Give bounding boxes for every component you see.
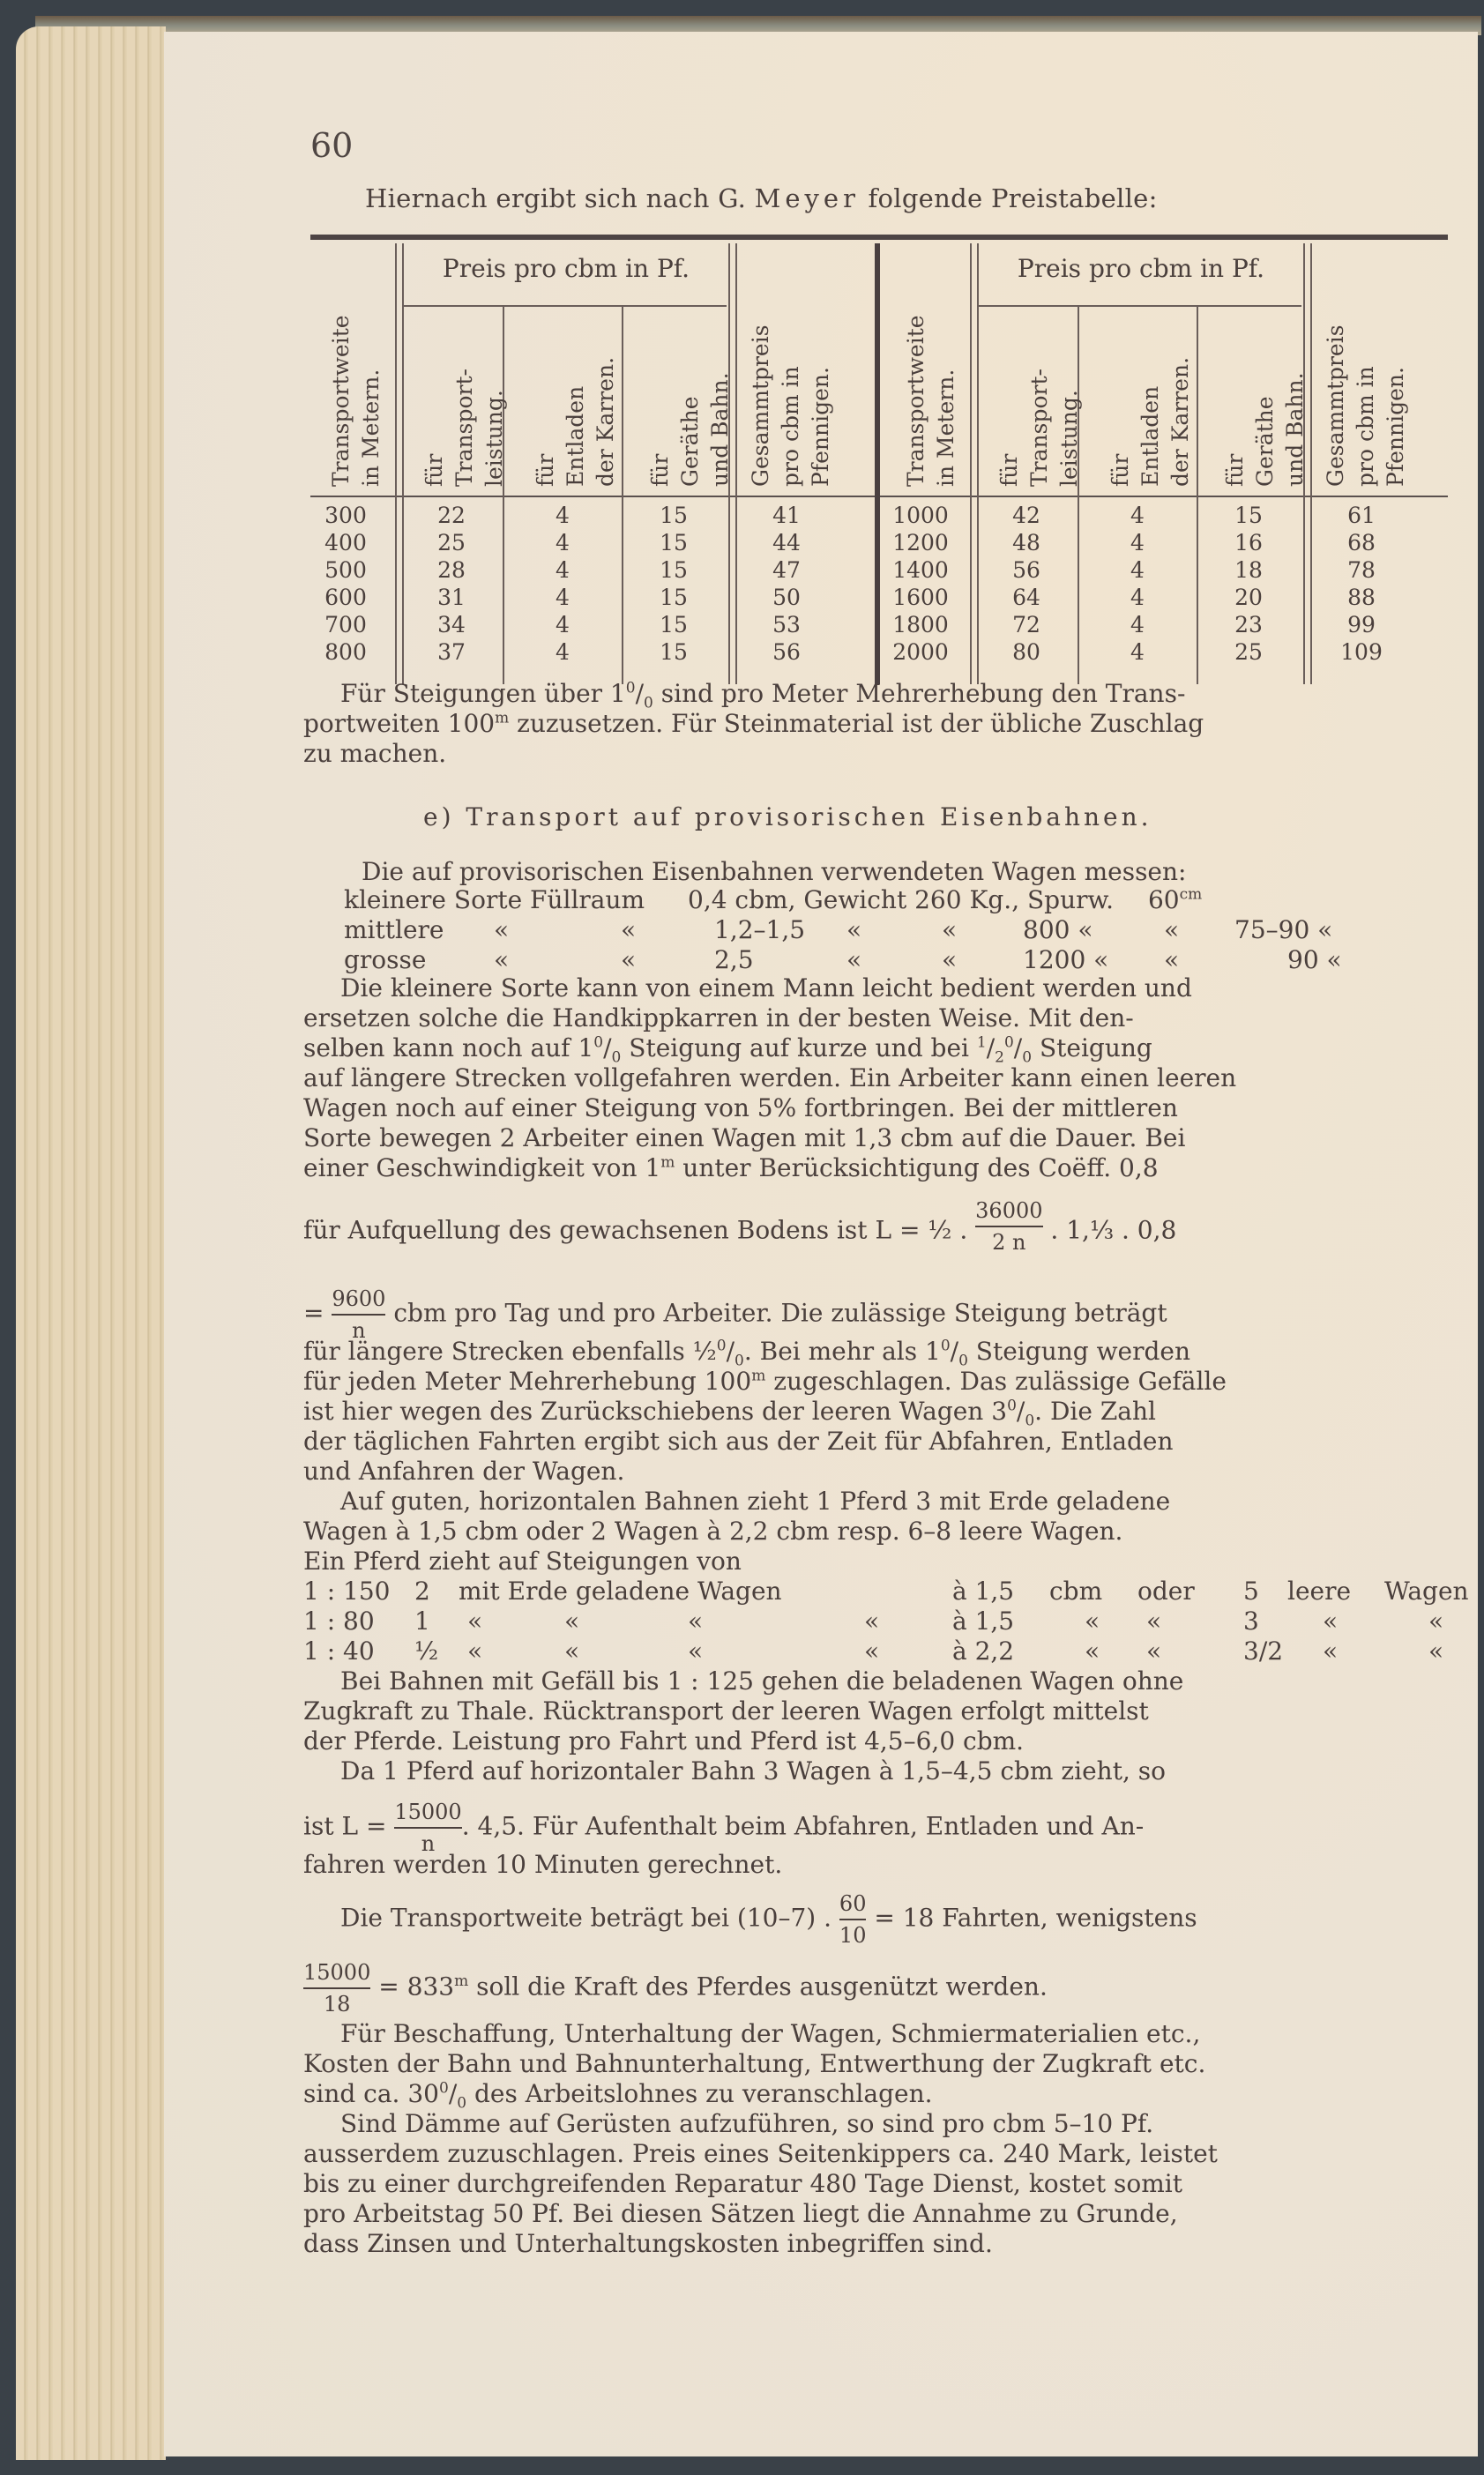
wagon-row-small <box>344 885 1202 915</box>
cell-total: 56 <box>772 639 801 665</box>
cell-unload: 4 <box>556 530 570 555</box>
cell-transport: 64 <box>1012 585 1040 610</box>
para2-line: und Anfahren der Wagen. <box>303 1457 625 1486</box>
para1-line: Wagen noch auf einer Steigung von 5% fortbringen. Bei der mittleren <box>303 1093 1178 1122</box>
cell-equipment: 15 <box>660 503 688 528</box>
note-text: sind pro Meter Mehrerhebung den Trans- <box>653 679 1186 708</box>
cell-equipment: 15 <box>660 585 688 610</box>
denominator: 2 n <box>992 1230 1026 1255</box>
note-line-1: Für Steigungen über $1^0/_0$ sind pro Meter Mehrerhebung den Trans- <box>340 679 1186 712</box>
text: ist L = <box>303 1811 395 1841</box>
numerator: 15000 <box>394 1800 462 1824</box>
para3-line: Ein Pferd zieht auf Steigungen von <box>303 1547 742 1576</box>
wagons-lead: Die auf provisorischen Eisenbahnen verwendeten Wagen messen: <box>362 857 1187 886</box>
cell-total: 44 <box>772 530 801 555</box>
wagon-cell: mittlere <box>344 915 444 944</box>
fraction-bar <box>332 1314 385 1316</box>
para8-line: dass Zinsen und Unterhaltungskosten inbegriffen sind. <box>303 2229 993 2258</box>
header-total: Gesammtpreis pro cbm in Pfennigen. <box>1323 324 1408 487</box>
wagon-cell: « <box>621 915 637 944</box>
cell-transport: 72 <box>1012 612 1040 637</box>
wagon-cell: « <box>942 945 958 974</box>
slope-cell: mit Erde geladene Wagen <box>459 1577 782 1606</box>
text: . Die Zahl <box>1034 1397 1156 1426</box>
para3-line: Wagen à 1,5 cbm oder 2 Wagen à 2,2 cbm resp. 6–8 leere Wagen. <box>303 1517 1123 1546</box>
header-equipment: für Geräthe und Bahn. <box>647 372 733 487</box>
percent-sup: 0 <box>625 679 636 697</box>
cell-distance: 2000 <box>892 639 949 665</box>
slope-cell: 1 : 80 <box>303 1607 375 1636</box>
column-divider <box>622 305 623 684</box>
text: für jeden Meter Mehrerhebung 100 <box>303 1367 752 1396</box>
text: = 833 <box>378 1972 455 2002</box>
cell-total: 41 <box>772 503 801 528</box>
para7-line: sind ca. $30^0/_0$ des Arbeitslohnes zu veranschlagen. <box>303 2079 933 2113</box>
fraction-9600-n <box>332 1286 385 1344</box>
text: . 1,⅓ . 0,8 <box>1050 1215 1177 1245</box>
para5-formula-line <box>303 1799 1144 1857</box>
cell-unload: 4 <box>556 557 570 583</box>
column-divider <box>735 243 737 684</box>
header-distance: Transportweite in Metern. <box>328 315 384 487</box>
wagon-gauge: 60 <box>1147 885 1180 914</box>
slope-cell: 3/2 <box>1243 1636 1284 1666</box>
text: . 4,5. Für Aufenthalt beim Abfahren, Entladen und An- <box>461 1811 1145 1841</box>
header-equipment: für Geräthe und Bahn. <box>1222 372 1308 487</box>
fraction-bar <box>394 1827 461 1829</box>
cell-unload: 4 <box>1130 503 1145 528</box>
cell-total: 88 <box>1347 585 1376 610</box>
wagon-cell: grosse <box>344 945 427 974</box>
note-line-3: zu machen. <box>303 739 447 768</box>
slope-cell: « <box>1085 1607 1100 1636</box>
cell-equipment: 18 <box>1234 557 1263 583</box>
text: für längere Strecken ebenfalls ½ <box>303 1337 717 1366</box>
slope-cell: « <box>688 1636 704 1666</box>
text: für Aufquellung des gewachsenen Bodens ist L = ½ . <box>303 1215 968 1245</box>
para6-formula-line-2 <box>303 1959 1048 2017</box>
para3-line: Auf guten, horizontalen Bahnen zieht 1 Pferd 3 mit Erde geladene <box>340 1487 1171 1516</box>
fraction-bar <box>975 1226 1042 1227</box>
wagon-type: kleinere Sorte Füllraum <box>344 885 645 914</box>
para5-line: fahren werden 10 Minuten gerechnet. <box>303 1850 783 1879</box>
slope-cell: « <box>1146 1636 1162 1666</box>
para7-line: Für Beschaffung, Unterhaltung der Wagen, Schmiermaterialien etc., <box>340 2019 1201 2048</box>
slope-cell: 1 : 150 <box>303 1577 391 1606</box>
slope-cell: 1 : 40 <box>303 1636 375 1666</box>
group-header-rule <box>979 305 1301 307</box>
para8-line: ausserdem zuzuschlagen. Preis eines Seitenkippers ca. 240 Mark, leistet <box>303 2139 1218 2168</box>
cell-distance: 1600 <box>892 585 949 610</box>
wagon-cell: « <box>494 945 510 974</box>
cell-unload: 4 <box>1130 530 1145 555</box>
text: = <box>303 1298 332 1328</box>
cell-distance: 500 <box>324 557 367 583</box>
cm-sup: cm <box>1179 885 1203 904</box>
text: ist hier wegen des Zurückschiebens der leeren Wagen 3 <box>303 1397 1008 1426</box>
cell-equipment: 15 <box>660 639 688 665</box>
cell-transport: 31 <box>437 585 466 610</box>
para2-line <box>303 1367 1227 1397</box>
group-header-rule <box>404 305 727 307</box>
text: einer Geschwindigkeit von 1 <box>303 1153 661 1182</box>
para2-line: für längere Strecken ebenfalls $\frac{1}{2}^0/_0$. Bei mehr als $1^0/_0$ Steigung werden <box>303 1337 1191 1370</box>
slope-cell: 2 <box>414 1577 430 1606</box>
note-line-2 <box>303 709 1204 739</box>
denominator: 10 <box>839 1923 867 1948</box>
para6-formula-line <box>340 1890 1197 1949</box>
cell-total: 68 <box>1347 530 1376 555</box>
slope-cell: « <box>467 1636 483 1666</box>
intro-line <box>365 183 1158 213</box>
para8-line: pro Arbeitstag 50 Pf. Bei diesen Sätzen liegt die Annahme zu Grunde, <box>303 2199 1178 2228</box>
slope-cell: leere <box>1287 1577 1352 1606</box>
para1-line: ersetzen solche die Handkippkarren in der besten Weise. Mit den- <box>303 1003 1134 1032</box>
cell-total: 78 <box>1347 557 1376 583</box>
slope-cell: « <box>864 1636 880 1666</box>
wagon-cell: « <box>1164 945 1180 974</box>
header-price-group: Preis pro cbm in Pf. <box>442 254 690 283</box>
header-transport: für Transport- leistung. <box>996 369 1082 487</box>
slope-cell: « <box>1146 1607 1162 1636</box>
wagon-cell: 2,5 <box>714 945 754 974</box>
note-text: Für Steigungen über 1 <box>340 679 626 708</box>
cell-equipment: 23 <box>1234 612 1263 637</box>
cell-transport: 80 <box>1012 639 1040 665</box>
cell-unload: 4 <box>1130 639 1145 665</box>
cell-equipment: 15 <box>660 612 688 637</box>
header-unload: für Entladen der Karren. <box>1107 356 1193 487</box>
column-divider <box>970 243 972 684</box>
slope-cell: oder <box>1137 1577 1195 1606</box>
cell-transport: 28 <box>437 557 466 583</box>
cell-equipment: 16 <box>1234 530 1263 555</box>
denominator: 18 <box>323 1992 351 2017</box>
fraction-36000-2n <box>975 1197 1042 1256</box>
para2-formula-line <box>303 1286 1167 1344</box>
numerator: 15000 <box>303 1960 371 1985</box>
para4-line: Zugkraft zu Thale. Rücktransport der leeren Wagen erfolgt mittelst <box>303 1696 1149 1726</box>
column-divider <box>395 243 397 684</box>
slope-cell: « <box>1085 1636 1100 1666</box>
cell-distance: 1000 <box>892 503 949 528</box>
header-price-group: Preis pro cbm in Pf. <box>1017 254 1265 283</box>
text: Die Transportweite beträgt bei (10–7) . <box>340 1903 832 1933</box>
wagon-cell: « <box>621 945 637 974</box>
table-top-rule <box>310 235 1448 240</box>
cell-transport: 48 <box>1012 530 1040 555</box>
wagon-cell: « <box>942 915 958 944</box>
denominator: n <box>352 1318 366 1343</box>
slope-cell: « <box>1323 1636 1339 1666</box>
cell-transport: 37 <box>437 639 466 665</box>
section-title: e) Transport auf provisorischen Eisenbahnen. <box>423 802 1152 831</box>
wagon-cell: 800 « <box>1023 915 1093 944</box>
numerator: 60 <box>839 1891 867 1916</box>
cell-transport: 56 <box>1012 557 1040 583</box>
cell-distance: 1200 <box>892 530 949 555</box>
fraction-15000-n <box>394 1799 461 1857</box>
text: cbm pro Tag und pro Arbeiter. Die zulässige Steigung beträgt <box>385 1298 1167 1328</box>
text: zugeschlagen. Das zulässige Gefälle <box>765 1367 1227 1396</box>
slope-cell: cbm <box>1049 1577 1103 1606</box>
fraction-15000-18 <box>303 1959 370 2017</box>
wagon-cell: « <box>846 915 862 944</box>
text: des Arbeitslohnes zu veranschlagen. <box>466 2079 933 2108</box>
cell-unload: 4 <box>556 503 570 528</box>
meter-sup: m <box>495 709 510 727</box>
wagon-cell: 75–90 « <box>1234 915 1333 944</box>
page-number: 60 <box>310 126 354 165</box>
cell-total: 47 <box>772 557 801 583</box>
text: = 18 Fahrten, wenigstens <box>874 1903 1197 1933</box>
para2-line: der täglichen Fahrten ergibt sich aus der Zeit für Abfahren, Entladen <box>303 1427 1174 1456</box>
para4-line: Bei Bahnen mit Gefäll bis 1 : 125 gehen die beladenen Wagen ohne <box>340 1666 1184 1696</box>
cell-distance: 1400 <box>892 557 949 583</box>
cell-total: 61 <box>1347 503 1376 528</box>
slope-cell: 5 <box>1243 1577 1259 1606</box>
slope-cell: ½ <box>414 1636 439 1666</box>
wagon-cell: « <box>1164 915 1180 944</box>
column-divider <box>977 243 979 684</box>
text: sind ca. 30 <box>303 2079 439 2108</box>
text: Steigung <box>1032 1033 1152 1062</box>
para8-line: Sind Dämme auf Gerüsten aufzuführen, so sind pro cbm 5–10 Pf. <box>340 2109 1154 2138</box>
cell-distance: 300 <box>324 503 367 528</box>
header-transport: für Transport- leistung. <box>421 369 507 487</box>
column-divider <box>1310 243 1312 684</box>
slope-cell: « <box>564 1607 580 1636</box>
cell-transport: 25 <box>437 530 466 555</box>
para1-line: Sorte bewegen 2 Arbeiter einen Wagen mit 1,3 cbm auf die Dauer. Bei <box>303 1123 1186 1152</box>
wagon-cell: 1200 « <box>1023 945 1109 974</box>
para2-line: ist hier wegen des Zurückschiebens der leeren Wagen $3^0/_0$. Die Zahl <box>303 1397 1156 1430</box>
fraction-bar <box>303 1987 370 1989</box>
header-distance: Transportweite in Metern. <box>903 315 958 487</box>
table-center-divider <box>875 499 880 675</box>
para5-line: Da 1 Pferd auf horizontaler Bahn 3 Wagen à 1,5–4,5 cbm zieht, so <box>340 1756 1166 1785</box>
intro-text-a: Hiernach ergibt sich nach G. <box>365 183 755 213</box>
para1-line <box>303 1153 1159 1183</box>
note-text: portweiten 100 <box>303 709 496 738</box>
cell-equipment: 15 <box>1234 503 1263 528</box>
slope-cell: « <box>864 1607 880 1636</box>
column-divider <box>402 243 404 684</box>
slope-cell: « <box>1428 1636 1444 1666</box>
cell-unload: 4 <box>1130 585 1145 610</box>
cell-distance: 400 <box>324 530 367 555</box>
percent-sub: 0 <box>644 694 653 712</box>
fraction-bar <box>839 1919 867 1920</box>
para7-line: Kosten der Bahn und Bahnunterhaltung, Entwerthung der Zugkraft etc. <box>303 2049 1206 2078</box>
header-total: Gesammtpreis pro cbm in Pfennigen. <box>748 324 833 487</box>
para1-formula-line <box>303 1198 1177 1261</box>
slope-cell: Wagen <box>1384 1577 1469 1606</box>
slope-cell: à 2,2 <box>952 1636 1015 1666</box>
note-text: zuzusetzen. Für Steinmaterial ist der übliche Zuschlag <box>509 709 1204 738</box>
cell-distance: 700 <box>324 612 367 637</box>
slope-cell: 3 <box>1243 1607 1259 1636</box>
wagon-cell: 90 « <box>1287 945 1342 974</box>
wagon-cell: 1,2–1,5 <box>714 915 806 944</box>
cell-total: 109 <box>1340 639 1383 665</box>
para1-line: auf längere Strecken vollgefahren werden. Ein Arbeiter kann einen leeren <box>303 1063 1237 1092</box>
header-unload: für Entladen der Karren. <box>533 356 618 487</box>
slope-cell: « <box>564 1636 580 1666</box>
cell-equipment: 15 <box>660 557 688 583</box>
meter-sup: m <box>454 1972 469 1991</box>
slope-cell: à 1,5 <box>952 1577 1015 1606</box>
meter-sup: m <box>751 1367 766 1385</box>
text: selben kann noch auf 1 <box>303 1033 594 1062</box>
cell-equipment: 25 <box>1234 639 1263 665</box>
cell-unload: 4 <box>1130 612 1145 637</box>
wagon-cell: « <box>494 915 510 944</box>
slope-cell: à 1,5 <box>952 1607 1015 1636</box>
cell-unload: 4 <box>556 585 570 610</box>
wagon-cell: « <box>846 945 862 974</box>
slope-cell: « <box>1428 1607 1444 1636</box>
cell-unload: 4 <box>1130 557 1145 583</box>
cell-equipment: 20 <box>1234 585 1263 610</box>
text: Steigung auf kurze und bei <box>621 1033 977 1062</box>
cell-total: 53 <box>772 612 801 637</box>
text: unter Berücksichtigung des Coëff. 0,8 <box>675 1153 1159 1182</box>
slope-cell: « <box>1323 1607 1339 1636</box>
cell-unload: 4 <box>556 639 570 665</box>
numerator: 9600 <box>332 1286 386 1311</box>
slope-cell: « <box>688 1607 704 1636</box>
para1-line: Die kleinere Sorte kann von einem Mann leicht bedient werden und <box>340 973 1192 1003</box>
numerator: 36000 <box>975 1198 1043 1223</box>
intro-text-b: folgende Preistabelle: <box>859 183 1158 213</box>
cell-transport: 42 <box>1012 503 1040 528</box>
intro-author: Meyer <box>754 183 860 213</box>
meter-sup: m <box>660 1153 675 1172</box>
para1-line: selben kann noch auf $1^0/_0$ Steigung auf kurze und bei $^1/_2^0/_0$ Steigung <box>303 1033 1152 1067</box>
denominator: n <box>421 1831 436 1856</box>
fraction-60-10 <box>839 1890 867 1949</box>
book-page-stack <box>16 26 166 2460</box>
text: Steigung werden <box>967 1337 1191 1366</box>
cell-total: 50 <box>772 585 801 610</box>
cell-distance: 1800 <box>892 612 949 637</box>
para4-line: der Pferde. Leistung pro Fahrt und Pferd ist 4,5–6,0 cbm. <box>303 1726 1025 1756</box>
cell-transport: 34 <box>437 612 466 637</box>
column-divider <box>1197 305 1198 684</box>
cell-unload: 4 <box>556 612 570 637</box>
slope-cell: 1 <box>414 1607 430 1636</box>
cell-transport: 22 <box>437 503 466 528</box>
para8-line: bis zu einer durchgreifenden Reparatur 480 Tage Dienst, kostet somit <box>303 2169 1182 2198</box>
cell-distance: 600 <box>324 585 367 610</box>
slope-cell: « <box>467 1607 483 1636</box>
cell-distance: 800 <box>324 639 367 665</box>
cell-total: 99 <box>1347 612 1376 637</box>
text: . Bei mehr als 1 <box>743 1337 941 1366</box>
text: soll die Kraft des Pferdes ausgenützt werden. <box>468 1972 1048 2002</box>
wagon-spec: 0,4 cbm, Gewicht 260 Kg., Spurw. <box>688 885 1115 914</box>
cell-equipment: 15 <box>660 530 688 555</box>
